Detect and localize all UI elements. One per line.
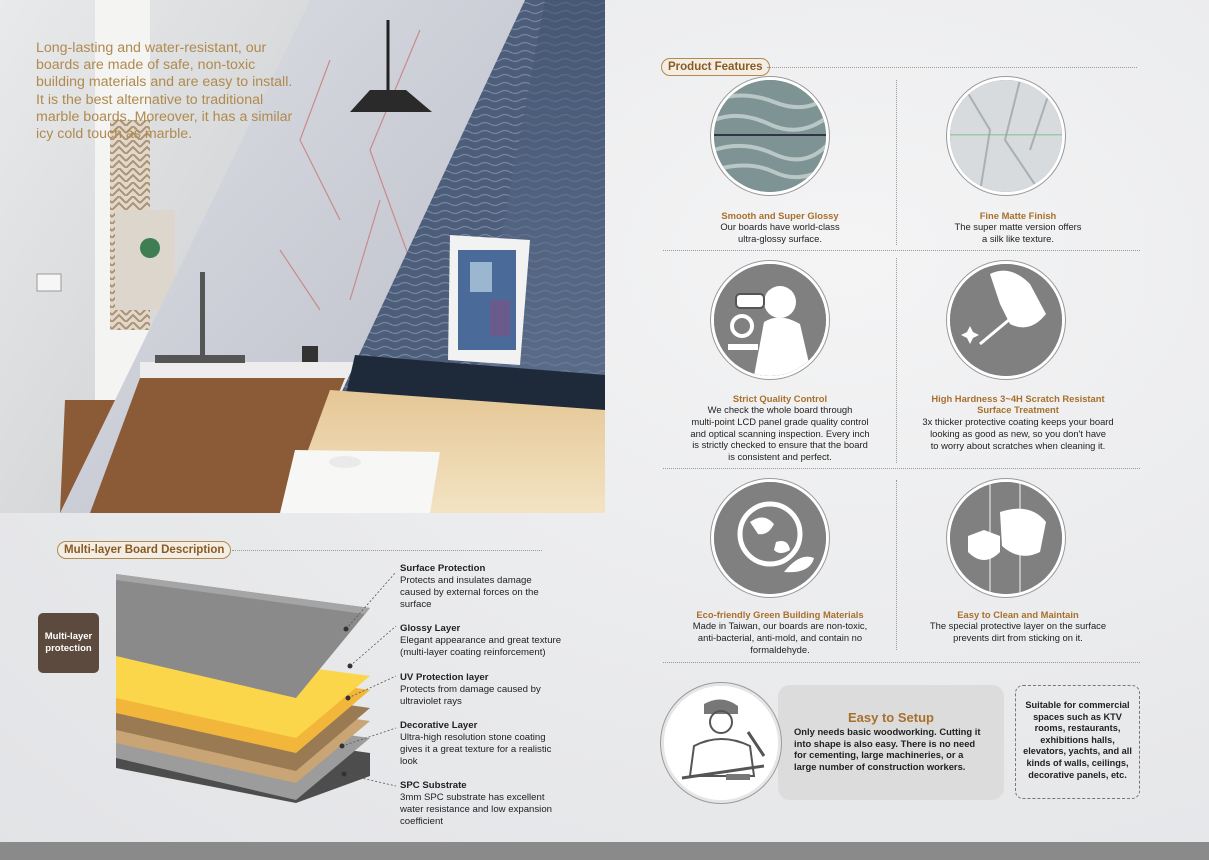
feature-title-eco: Eco-friendly Green Building Materials bbox=[696, 609, 864, 620]
layer-desc-glossy: Elegant appearance and great texture (multi-layer coating reinforcement) bbox=[400, 635, 562, 658]
layer-desc-surface: Protects and insulates damage caused by external forces on the surface bbox=[400, 575, 539, 610]
layer-desc-uv: Protects from damage caused by ultraviolet rays bbox=[400, 684, 541, 707]
board-description-heading: Multi-layer Board Description bbox=[57, 541, 231, 559]
glossy-marble-sample-icon bbox=[714, 80, 826, 192]
feature-desc-glossy: Our boards have world-class ultra-glossy surface. bbox=[720, 221, 840, 244]
feature-desc-hardness: 3x thicker protective coating keeps your board looking as good as new, so you don't have to worry about scratches when cleaning it. bbox=[922, 416, 1114, 451]
divider bbox=[663, 250, 1140, 251]
feature-desc-quality: We check the whole board through multi-point LCD panel grade quality control and optical scanning inspection. Every inch is strictly checked to ensure that the board is consistent and perfect. bbox=[690, 404, 870, 463]
layer-stack-illustration bbox=[100, 568, 400, 828]
footer-bar bbox=[0, 842, 1209, 860]
feature-desc-clean: The special protective layer on the surface prevents dirt from sticking on it. bbox=[929, 620, 1107, 643]
layer-title-spc: SPC Substrate bbox=[400, 780, 467, 791]
layer-title-decorative: Decorative Layer bbox=[400, 720, 478, 731]
layer-desc-spc: 3mm SPC substrate has excellent water resistance and low expansion coefficient bbox=[400, 792, 552, 827]
globe-leaf-icon bbox=[714, 482, 826, 594]
cleaning-shield-icon bbox=[950, 482, 1062, 594]
inspector-microscope-icon bbox=[714, 264, 826, 376]
layer-desc-decorative: Ultra-high resolution stone coating gives it a great texture for a realistic look bbox=[400, 732, 552, 767]
multi-layer-protection-badge: Multi-layer protection bbox=[38, 613, 99, 673]
feature-desc-matte: The super matte version offers a silk like texture. bbox=[954, 221, 1082, 244]
matte-marble-sample-icon bbox=[950, 80, 1062, 192]
divider bbox=[232, 550, 542, 551]
feature-title-quality: Strict Quality Control bbox=[732, 393, 828, 404]
product-features-heading: Product Features bbox=[661, 58, 770, 76]
layer-title-uv: UV Protection layer bbox=[400, 672, 489, 683]
setup-desc: Only needs basic woodworking. Cutting it into shape is also easy. There is no need for cementing, large machineries, or a large number of construction workers. bbox=[794, 726, 981, 772]
setup-title: Easy to Setup bbox=[848, 710, 934, 725]
feature-title-matte: Fine Matte Finish bbox=[979, 210, 1057, 221]
divider bbox=[663, 468, 1140, 469]
feature-title-glossy: Smooth and Super Glossy bbox=[721, 210, 839, 221]
layer-title-glossy: Glossy Layer bbox=[400, 623, 461, 634]
divider bbox=[663, 662, 1140, 663]
feature-title-hardness: High Hardness 3~4H Scratch Resistant Surface Treatment bbox=[931, 393, 1105, 415]
intro-paragraph: Long-lasting and water-resistant, our boards are made of safe, non-toxic building materials and are easy to install. It is the best alternative to traditional marble boards. Moreover, it has a similar icy cold touch as marble. bbox=[36, 40, 293, 143]
suitable-spaces-text: Suitable for commercial spaces such as KTV rooms, restaurants, exhibitions halls, elevators, yachts, and all kinds of walls, ceilings, decorative panels, etc. bbox=[1023, 700, 1132, 780]
layer-title-surface: Surface Protection bbox=[400, 563, 486, 574]
worker-tools-icon bbox=[664, 686, 778, 800]
divider bbox=[767, 67, 1137, 68]
scratch-test-icon bbox=[950, 264, 1062, 376]
feature-title-clean: Easy to Clean and Maintain bbox=[957, 609, 1079, 620]
interior-photo-collage bbox=[0, 0, 605, 513]
feature-desc-eco: Made in Taiwan, our boards are non-toxic, anti-bacterial, anti-mold, and contain no formaldehyde. bbox=[692, 620, 868, 655]
